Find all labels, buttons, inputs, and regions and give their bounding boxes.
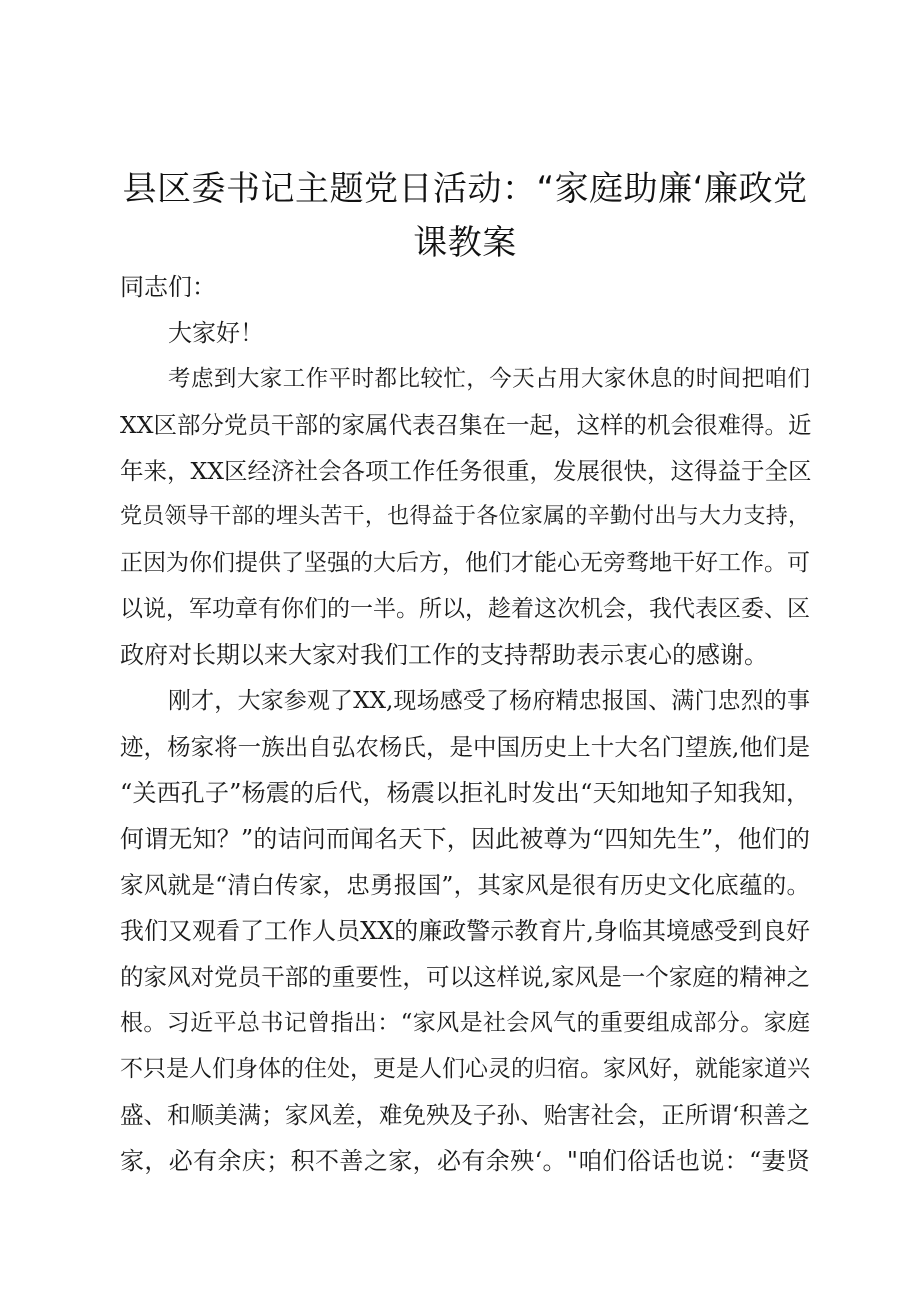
body-line: 盛、和顺美满；家风差，难免殃及子孙、贻害社会，正所谓‘积善之	[120, 1101, 810, 1129]
body-line: 年来，XX区经济社会各项工作任务很重，发展很快，这得益于全区	[120, 457, 812, 485]
greeting: 大家好！	[168, 319, 264, 347]
document-title-line-1: 县区委书记主题党日活动：“家庭助廉‘廉政党	[122, 169, 808, 209]
body-line: 何谓无知？”的诘问而闻名天下，因此被尊为“四知先生”，他们的	[120, 825, 810, 853]
body-line: 政府对长期以来大家对我们工作的支持帮助表示衷心的感谢。	[120, 641, 768, 669]
salutation: 同志们：	[120, 273, 216, 301]
body-line: 党员领导干部的埋头苦干，也得益于各位家属的辛勤付出与大力支持，	[120, 504, 810, 529]
body-line: 以说，军功章有你们的一半。所以，趁着这次机会，我代表区委、区	[120, 596, 810, 622]
body-line: 不只是人们身体的住处，更是人们心灵的归宿。家风好，就能家道兴	[120, 1056, 810, 1082]
body-line: 我们又观看了工作人员XX的廉政警示教育片,身临其境感受到良好	[120, 917, 810, 945]
body-line: 根。习近平总书记曾指出：“家风是社会风气的重要组成部分。家庭	[120, 1010, 810, 1036]
body-line: 家，必有余庆；积不善之家，必有余殃‘。"咱们俗话也说：“妻贤	[120, 1147, 810, 1175]
body-line: 家风就是“清白传家，忠勇报国”，其家风是很有历史文化底蕴的。	[120, 871, 810, 899]
body-line: 正因为你们提供了坚强的大后方，他们才能心无旁骛地干好工作。可	[120, 550, 810, 576]
body-line: 的家风对党员干部的重要性，可以这样说,家风是一个家庭的精神之	[120, 963, 810, 991]
body-line: XX区部分党员干部的家属代表召集在一起，这样的机会很难得。近	[120, 411, 812, 439]
body-line: 刚才，大家参观了XX,现场感受了杨府精忠报国、满门忠烈的事	[168, 688, 810, 714]
document-title-line-2: 课教案	[413, 223, 517, 263]
body-line: “关西孔子”杨震的后代，杨震以拒礼时发出“天知地知子知我知，	[120, 779, 810, 807]
body-line: 考虑到大家工作平时都比较忙，今天占用大家休息的时间把咱们	[168, 366, 810, 392]
body-line: 迹，杨家将一族出自弘农杨氏，是中国历史上十大名门望族,他们是	[120, 733, 810, 761]
